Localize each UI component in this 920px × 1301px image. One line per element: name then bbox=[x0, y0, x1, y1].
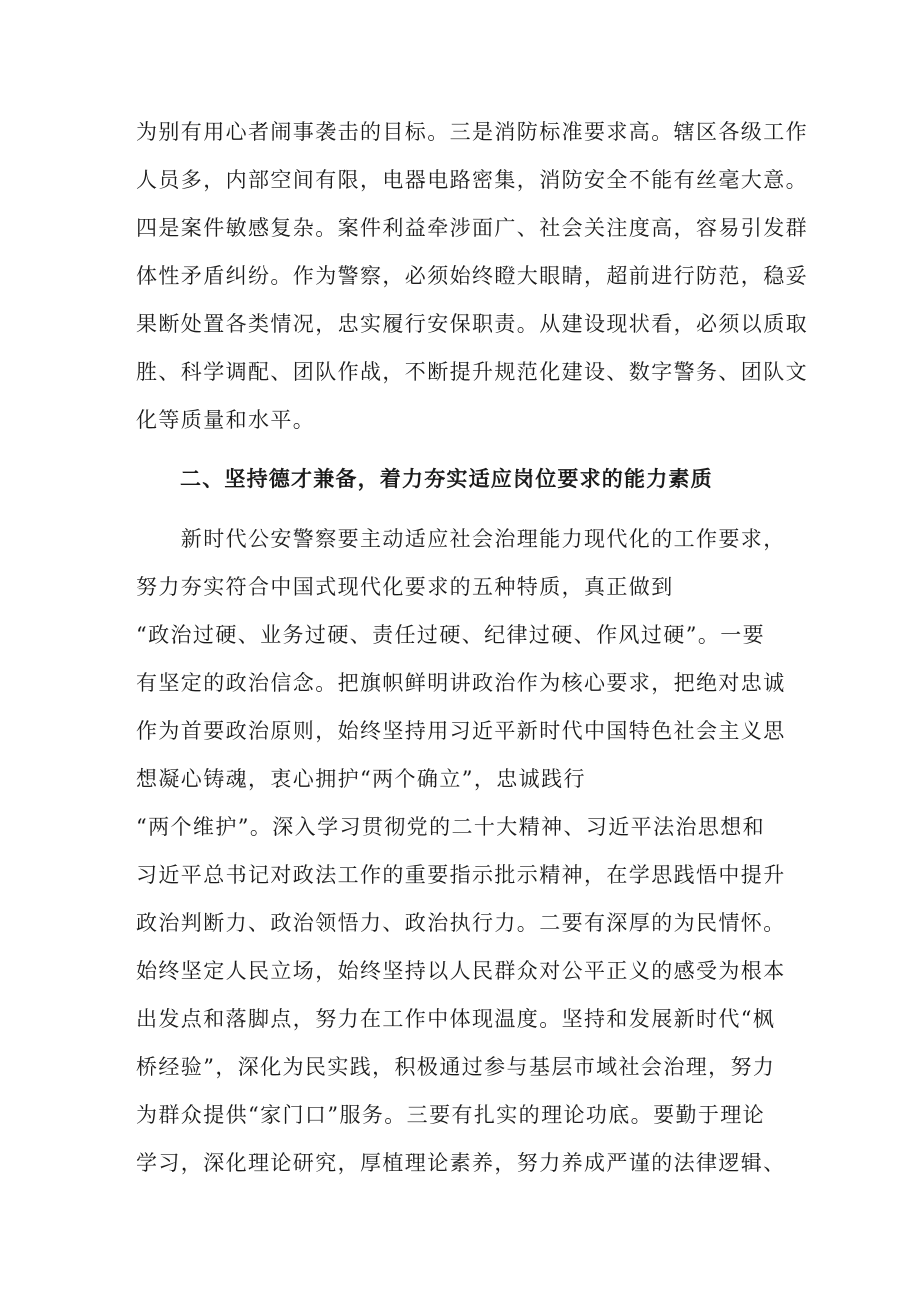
paragraph-line: 始终坚定人民立场，始终坚持以人民群众对公平正义的感受为根本 bbox=[136, 959, 786, 983]
paragraph-line: 胜、科学调配、团队作战，不断提升规范化建设、数字警务、团队文 bbox=[136, 360, 808, 384]
paragraph-line: 桥经验”，深化为民实践，积极通过参与基层市域社会治理，努力 bbox=[136, 1055, 776, 1079]
paragraph-line: 新时代公安警察要主动适应社会治理能力现代化的工作要求， bbox=[136, 527, 786, 551]
paragraph-line: 为别有用心者闹事袭击的目标。三是消防标准要求高。辖区各级工作 bbox=[136, 120, 808, 144]
section-heading: 二、坚持德才兼备，着力夯实适应岗位要求的能力素质 bbox=[180, 466, 713, 491]
paragraph-line: 体性矛盾纠纷。作为警察，必须始终瞪大眼睛，超前进行防范，稳妥 bbox=[136, 264, 808, 288]
paragraph-line: “政治过硬、业务过硬、责任过硬、纪律过硬、作风过硬”。一要 bbox=[136, 623, 766, 647]
paragraph-line: 为群众提供“家门口”服务。三要有扎实的理论功底。要勤于理论 bbox=[136, 1103, 766, 1127]
paragraph-line: 化等质量和水平。 bbox=[136, 408, 316, 432]
paragraph-line: 作为首要政治原则，始终坚持用习近平新时代中国特色社会主义思 bbox=[136, 719, 786, 743]
paragraph-line: “两个维护”。深入学习贯彻党的二十大精神、习近平法治思想和 bbox=[136, 815, 766, 839]
paragraph-line: 出发点和落脚点，努力在工作中体现温度。坚持和发展新时代“枫 bbox=[136, 1007, 776, 1031]
paragraph-line: 果断处置各类情况，忠实履行安保职责。从建设现状看，必须以质取 bbox=[136, 312, 808, 336]
paragraph-line: 习近平总书记对政法工作的重要指示批示精神，在学思践悟中提升 bbox=[136, 863, 786, 887]
paragraph-line: 有坚定的政治信念。把旗帜鲜明讲政治作为核心要求，把绝对忠诚 bbox=[136, 671, 786, 695]
paragraph-line: 学习，深化理论研究，厚植理论素养，努力养成严谨的法律逻辑、 bbox=[136, 1151, 786, 1175]
paragraph-line: 人员多，内部空间有限，电器电路密集，消防安全不能有丝毫大意。 bbox=[136, 168, 808, 192]
paragraph-line: 努力夯实符合中国式现代化要求的五种特质，真正做到 bbox=[136, 575, 674, 599]
paragraph-line: 四是案件敏感复杂。案件利益牵涉面广、社会关注度高，容易引发群 bbox=[136, 216, 808, 240]
paragraph-line: 想凝心铸魂，衷心拥护“两个确立”，忠诚践行 bbox=[136, 767, 586, 791]
paragraph-line: 政治判断力、政治领悟力、政治执行力。二要有深厚的为民情怀。 bbox=[136, 911, 786, 935]
